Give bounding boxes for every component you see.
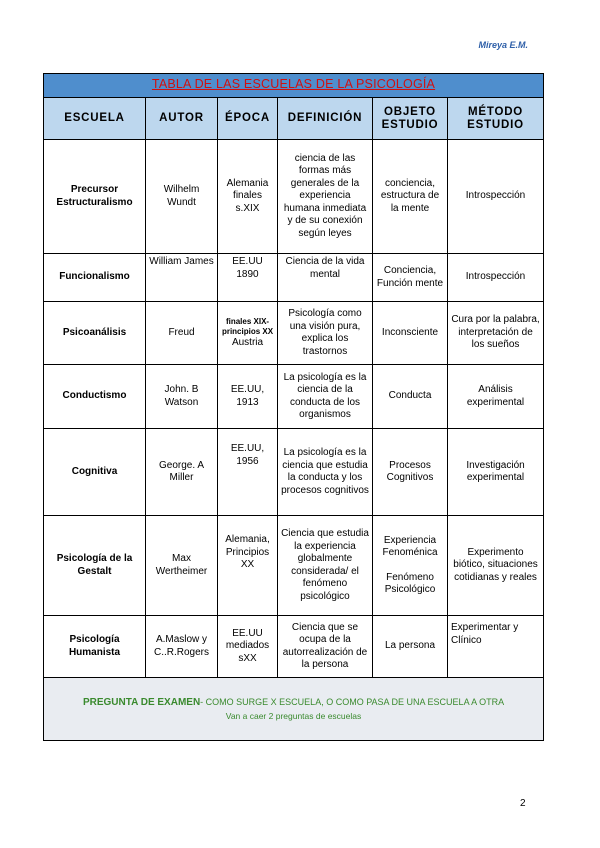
table-title-row [44,74,544,98]
table-row [44,516,544,616]
column-header: OBJETO ESTUDIO [373,98,448,140]
definition-cell: Psicología como una visión pura, explica los trastornos [278,302,373,365]
author-cell: William James [146,254,218,302]
table-title: TABLA DE LAS ESCUELAS DE LA PSICOLOGÍA [151,77,436,92]
epoch-cell: EE.UU mediados sXX [218,616,278,678]
author-cell: John. B Watson [146,365,218,429]
method-cell: Experimento biótico, situaciones cotidianas y reales [448,516,544,616]
definition-cell: La psicología es la ciencia de la conducta de los organismos [278,365,373,429]
epoch-place: Austria [231,336,264,348]
column-header: MÉTODO ESTUDIO [448,98,544,140]
method-cell: Experimentar y Clínico [448,616,544,678]
table-row [44,365,544,429]
definition-cell: Ciencia que se ocupa de la autorrealización de la persona [278,616,373,678]
epoch-cell: Alemania, Principios XX [218,516,278,616]
epoch-cell: EE.UU, 1913 [218,365,278,429]
object-cell: conciencia, estructura de la mente [373,140,448,254]
epoch-cell [218,302,278,365]
definition-cell: Ciencia de la vida mental [278,254,373,302]
table-row [44,616,544,678]
schools-table [43,73,544,741]
method-cell: Introspección [448,140,544,254]
definition-cell: Ciencia que estudia la experiencia globalmente considerada/ el fenómeno psicológico [278,516,373,616]
author-name: Mireya E.M. [478,40,528,50]
method-cell: Cura por la palabra, interpretación de los sueños [448,302,544,365]
author-cell: Wilhelm Wundt [146,140,218,254]
table-row [44,429,544,516]
exam-note: Van a caer 2 preguntas de escuelas [225,710,362,721]
author-cell: Max Wertheimer [146,516,218,616]
school-cell: Psicoanálisis [44,302,146,365]
column-header: ESCUELA [44,98,146,140]
author-cell: Freud [146,302,218,365]
object-cell: Conciencia, Función mente [373,254,448,302]
column-header: AUTOR [146,98,218,140]
method-cell: Análisis experimental [448,365,544,429]
table-row [44,140,544,254]
object-secondary: Fenómeno Psicológico [384,571,436,595]
object-cell: Procesos Cognitivos [373,429,448,516]
column-header: ÉPOCA [218,98,278,140]
method-cell: Investigación experimental [448,429,544,516]
epoch-cell: Alemania finales s.XIX [218,140,278,254]
exam-question-label: PREGUNTA DE EXAMEN [82,697,201,708]
object-cell [373,516,448,616]
table-header-row [44,98,544,140]
object-primary: Experiencia Fenoménica [382,534,438,558]
object-cell: Conducta [373,365,448,429]
definition-cell: La psicología es la ciencia que estudia la conducta y los procesos cognitivos [278,429,373,516]
definition-cell: ciencia de las formas más generales de la experiencia humana inmediata y de su conexión según leyes [278,140,373,254]
exam-question-text: - COMO SURGE X ESCUELA, O COMO PASA DE UNA ESCUELA A OTRA [200,697,505,707]
school-cell: Funcionalismo [44,254,146,302]
table-row [44,254,544,302]
author-cell: A.Maslow y C..R.Rogers [146,616,218,678]
column-header: DEFINICIÓN [278,98,373,140]
epoch-note: finales XIX-principios XX [221,316,274,336]
epoch-cell: EE.UU 1890 [218,254,278,302]
method-cell: Introspección [448,254,544,302]
exam-question-row [44,678,544,741]
page-number: 2 [520,798,526,809]
author-cell: George. A Miller [146,429,218,516]
school-cell: Psicología Humanista [44,616,146,678]
school-cell: Cognitiva [44,429,146,516]
school-cell: Conductismo [44,365,146,429]
school-cell: Psicología de la Gestalt [44,516,146,616]
object-cell: Inconsciente [373,302,448,365]
epoch-cell: EE.UU, 1956 [218,429,278,516]
table-row [44,302,544,365]
school-cell: Precursor Estructuralismo [44,140,146,254]
object-cell: La persona [373,616,448,678]
